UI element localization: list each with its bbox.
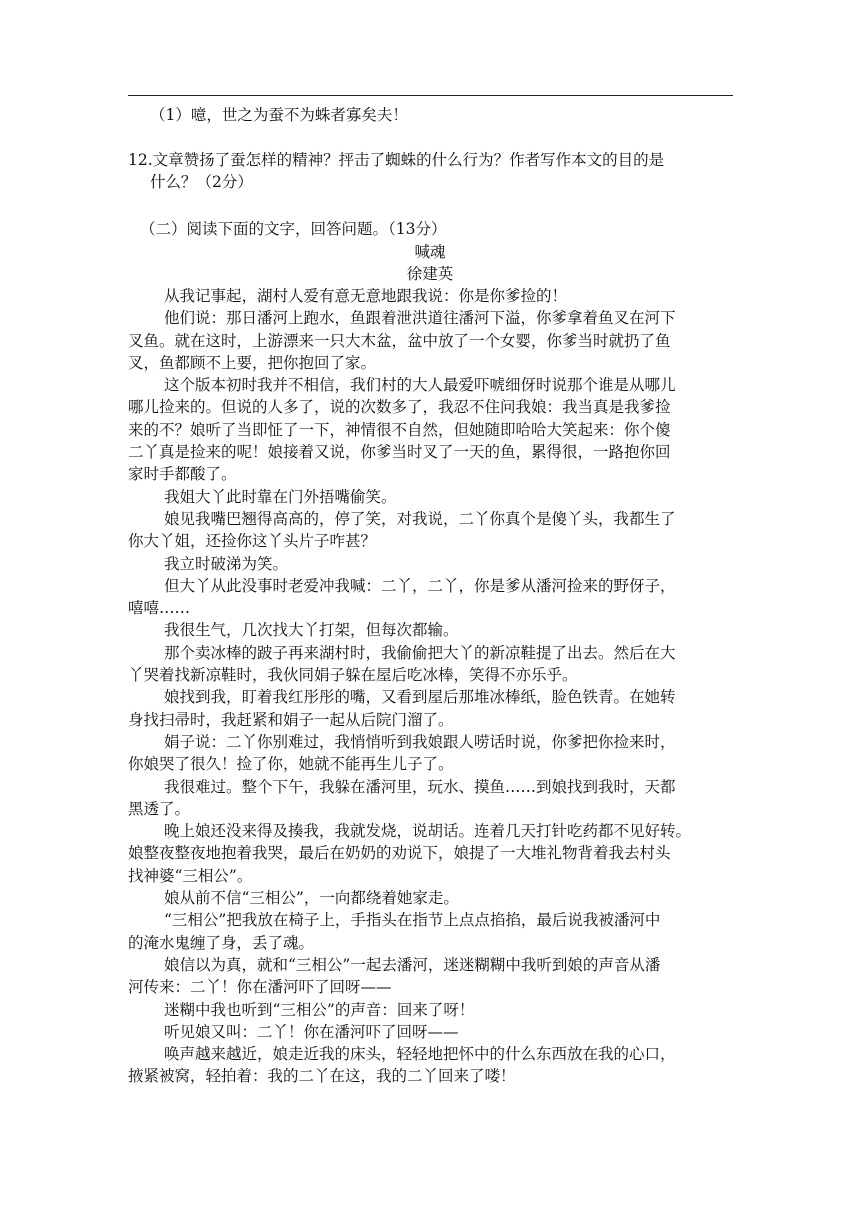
article-paragraph xyxy=(128,307,733,374)
article-paragraph xyxy=(128,999,733,1021)
article-author: 徐建英 xyxy=(406,265,454,283)
article-paragraph xyxy=(128,374,733,485)
article-body xyxy=(128,285,733,1088)
paragraph-line: 从我记事起，湖村人爱有意无意地跟我说：你是你爹捡的！ xyxy=(164,287,568,305)
article-paragraph xyxy=(128,553,733,575)
question-12-line2: 什么？（2分） xyxy=(150,173,253,191)
paragraph-line: 叉鱼。就在这时，上游漂来一只大木盆，盆中放了一个女婴，你爹当时就扔了鱼 xyxy=(128,331,671,350)
paragraph-line: 迷糊中我也听到“三相公”的声音：回来了呀！ xyxy=(164,1000,475,1019)
article-paragraph xyxy=(128,1043,733,1088)
paragraph-line: 这个版本初时我并不相信，我们村的大人最爱吓唬细伢时说那个谁是从哪儿 xyxy=(164,376,676,395)
paragraph-line: 黑透了。 xyxy=(128,799,191,818)
article-paragraph xyxy=(128,686,733,731)
article-paragraph xyxy=(128,887,733,909)
paragraph-line: 他们说：那日潘河上跑水，鱼跟着泄洪道往潘河下溢，你爹拿着鱼叉在河下 xyxy=(164,309,676,328)
paragraph-line: 哪儿捡来的。但说的人多了，说的次数多了，我忍不住问我娘：我当真是我爹捡 xyxy=(128,398,671,417)
paragraph-line: 你娘哭了很久！捡了你，她就不能再生儿子了。 xyxy=(128,755,454,774)
paragraph-line: 叉，鱼都顾不上要，把你抱回了家。 xyxy=(128,353,377,372)
article-paragraph xyxy=(128,820,733,887)
quoted-sentence: （1）噫，世之为蚕不为蛛者寡矣夫！ xyxy=(150,106,408,124)
paragraph-line: 娘从前不信“三相公”，一向都绕着她家走。 xyxy=(164,889,459,908)
header-rule xyxy=(128,95,733,96)
article-paragraph xyxy=(128,486,733,508)
paragraph-line: 娘见我嘴巴翘得高高的，停了笑，对我说，二丫你真个是傻丫头，我都生了 xyxy=(164,509,676,528)
article-paragraph xyxy=(128,776,733,821)
paragraph-line: 我很生气，几次找大丫打架，但每次都输。 xyxy=(164,621,459,640)
article-title: 喊魂 xyxy=(414,243,446,261)
paragraph-line: 娘信以为真，就和“三相公”一起去潘河，迷迷糊糊中我听到娘的声音从潘 xyxy=(164,955,661,974)
paragraph-line: 的淹水鬼缠了身，丢了魂。 xyxy=(128,933,315,952)
paragraph-line: 听见娘又叫：二丫！你在潘河吓了回呀—— xyxy=(164,1022,459,1041)
paragraph-line: 但大丫从此没事时老爱冲我喊：二丫，二丫，你是爹从潘河捡来的野伢子， xyxy=(164,576,676,595)
paragraph-line: 唤声越来越近，娘走近我的床头，轻轻地把怀中的什么东西放在我的心口， xyxy=(164,1045,676,1064)
paragraph-line: 身找扫帚时，我赶紧和娟子一起从后院门溜了。 xyxy=(128,710,454,729)
paragraph-line: 嘻嘻…… xyxy=(128,599,191,618)
article-paragraph xyxy=(128,575,733,620)
article-paragraph xyxy=(128,508,733,553)
paragraph-line: 娟子说：二丫你别难过，我悄悄听到我娘跟人唠话时说，你爹把你捡来时， xyxy=(164,732,676,751)
paragraph-line: 来的不？娘听了当即怔了一下，神情很不自然，但她随即哈哈大笑起来：你个傻 xyxy=(128,420,671,439)
paragraph-line: 二丫真是捡来的呢！娘接着又说，你爹当时叉了一天的鱼，累得很，一路抱你回 xyxy=(128,443,671,462)
paragraph-line: 掖紧被窝，轻拍着：我的二丫在这，我的二丫回来了喽！ xyxy=(128,1067,516,1086)
article-paragraph xyxy=(128,642,733,687)
paragraph-line: 晚上娘还没来得及揍我，我就发烧，说胡话。连着几天打针吃药都不见好转。 xyxy=(164,822,692,841)
paragraph-line: 家时手都酸了。 xyxy=(128,465,237,484)
paragraph-line: 你大丫姐，还捡你这丫头片子咋甚？ xyxy=(128,532,377,551)
article-paragraph xyxy=(128,731,733,776)
article-paragraph xyxy=(128,909,733,954)
question-12 xyxy=(128,149,733,193)
article-paragraph xyxy=(128,619,733,641)
article-paragraph xyxy=(128,954,733,999)
paragraph-line: “三相公”把我放在椅子上，手指头在指节上点点掐掐，最后说我被潘河中 xyxy=(164,911,661,930)
paragraph-line: 那个卖冰棒的跛子再来湖村时，我偷偷把大丫的新凉鞋提了出去。然后在大 xyxy=(164,643,676,662)
paragraph-line: 找神婆“三相公”。 xyxy=(128,866,253,885)
paragraph-line: 河传来：二丫！你在潘河吓了回呀—— xyxy=(128,978,392,997)
paragraph-line: 我立时破涕为笑。 xyxy=(164,554,289,573)
article-paragraph xyxy=(128,1021,733,1043)
section-heading: （二）阅读下面的文字，回答问题。（13分） xyxy=(140,220,447,238)
paragraph-line: 我很难过。整个下午，我躲在潘河里，玩水、摸鱼……到娘找到我时，天都 xyxy=(164,777,676,796)
paragraph-line: 我姐大丫此时靠在门外捂嘴偷笑。 xyxy=(164,487,397,506)
paragraph-line: 娘找到我，盯着我红彤彤的嘴，又看到屋后那堆冰棒纸，脸色铁青。在她转 xyxy=(164,688,676,707)
paragraph-line: 丫哭着找新凉鞋时，我伙同娟子躲在屋后吃冰棒，笑得不亦乐乎。 xyxy=(128,666,578,685)
paragraph-line: 娘整夜整夜地抱着我哭，最后在奶奶的劝说下，娘提了一大堆礼物背着我去村头 xyxy=(128,844,671,863)
article-paragraph xyxy=(128,285,733,307)
question-12-line1: 12.文章赞扬了蚕怎样的精神？抨击了蜘蛛的什么行为？作者写作本文的目的是 xyxy=(128,151,665,169)
